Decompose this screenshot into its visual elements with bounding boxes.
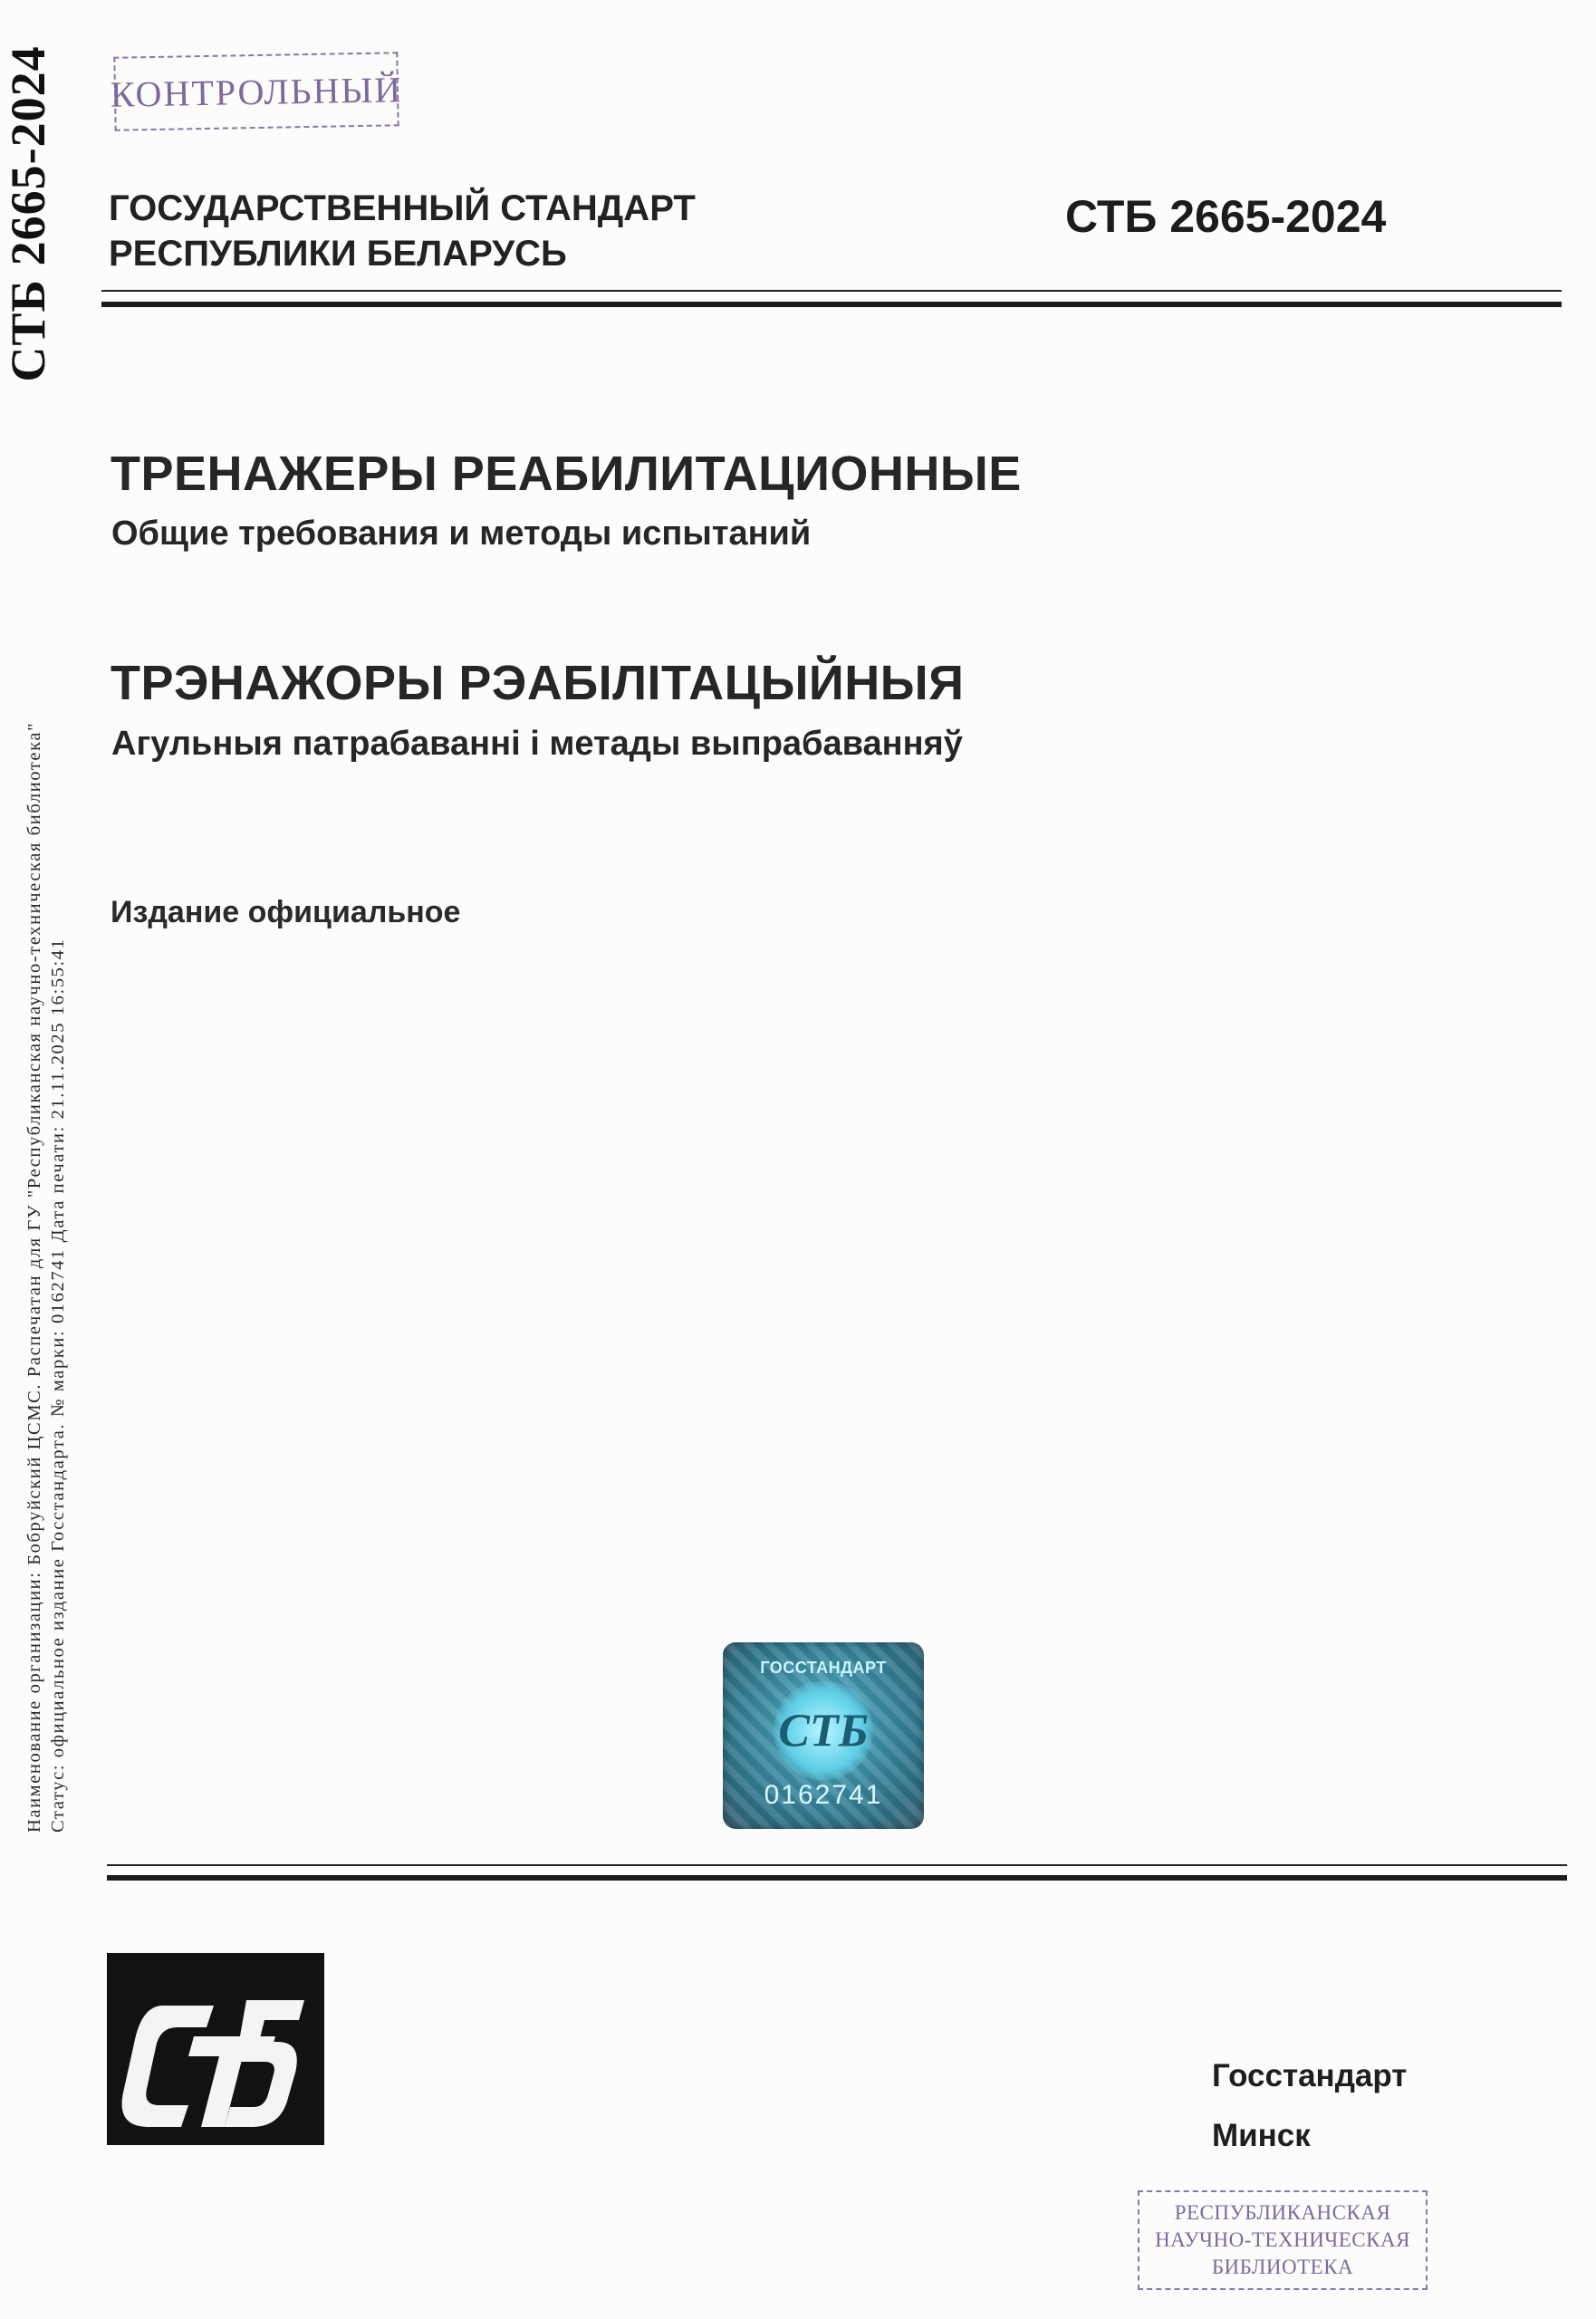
print-metadata-line-2: Статус: официальное издание Госстандарта. № марки: 0162741 Дата печати: 21.11.2025 16:55:41 [48,938,68,1833]
state-standard-heading-line-2: РЕСПУБЛИКИ БЕЛАРУСЬ [109,234,567,274]
publication-city: Минск [1212,2118,1311,2153]
stb-logo-mark [107,1953,324,2145]
footer-divider-thin [107,1864,1567,1866]
control-copy-stamp: КОНТРОЛЬНЫЙ [113,52,399,130]
header-divider-thin [101,290,1562,292]
title-belarusian: ТРЭНАЖОРЫ РЭАБІЛІТАЦЫЙНЫЯ [111,656,965,710]
state-standard-heading-line-1: ГОСУДАРСТВЕННЫЙ СТАНДАРТ [109,188,696,228]
stb-logo-icon [107,1953,324,2145]
library-stamp-line-3: БИБЛИОТЕКА [1211,2256,1354,2278]
library-stamp [1138,2190,1428,2290]
subtitle-russian: Общие требования и методы испытаний [111,515,812,553]
hologram-security-mark [723,1642,924,1829]
library-stamp-line-2: НАУЧНО-ТЕХНИЧЕСКАЯ [1155,2228,1410,2251]
print-metadata-note [22,507,71,2047]
library-stamp-line-1: РЕСПУБЛИКАНСКАЯ [1174,2201,1391,2224]
hologram-label: ГОССТАНДАРТ [760,1659,887,1677]
publisher-name: Госстандарт [1212,2058,1408,2093]
hologram-emblem-icon: СТБ [774,1681,873,1781]
header-divider-thick [101,302,1562,307]
hologram-serial-number: 0162741 [764,1780,883,1810]
footer-divider-thick [107,1875,1567,1881]
spine-code-text: СТБ 2665-2024 [1,45,55,382]
standard-number: СТБ 2665-2024 [1065,191,1387,242]
edition-note: Издание официальное [111,895,461,929]
state-standard-heading [109,186,696,276]
spine-standard-code [1,24,55,404]
subtitle-belarusian: Агульныя патрабаванні і метады выпрабаванняў [111,725,963,763]
title-russian: ТРЕНАЖЕРЫ РЕАБИЛИТАЦИОННЫЕ [111,447,1022,501]
print-metadata-line-1: Наименование организации: Бобруйский ЦСМС. Распечатан для ГУ "Республиканская научно-техническая библиотека" [24,721,44,1833]
